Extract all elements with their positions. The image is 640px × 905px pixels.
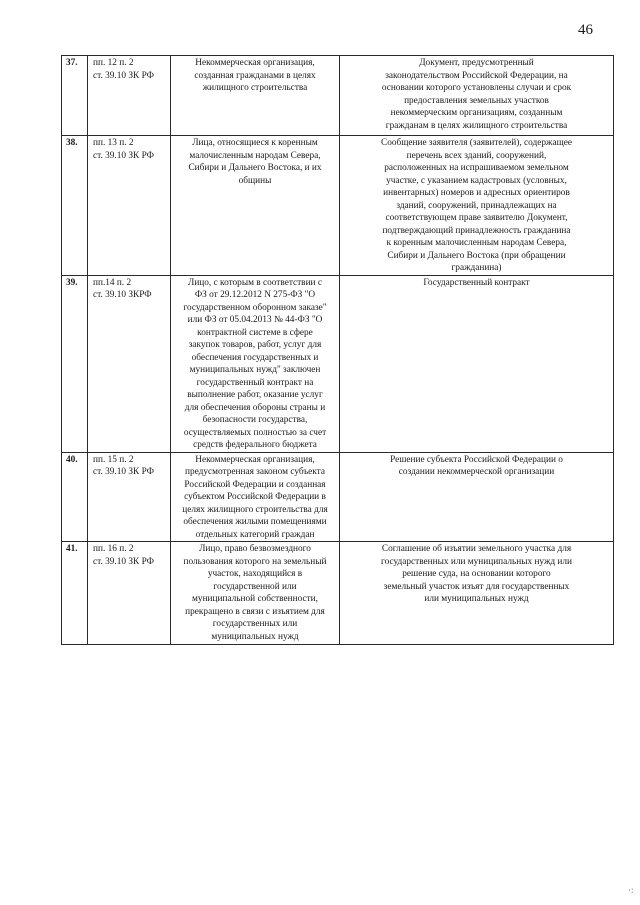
document-line: перечень всех зданий, сооружений, — [406, 150, 547, 161]
document-line: расположенных на испрашиваемом земельном — [384, 163, 569, 173]
applicant-line: закупок товаров, работ, услуг для — [188, 340, 322, 350]
legal-reference-cell — [88, 452, 171, 542]
legal-reference-cell — [88, 275, 171, 452]
table-row — [62, 56, 614, 136]
applicant-line: средств федерального бюджета — [193, 440, 317, 450]
applicant-line: государственных или — [212, 619, 298, 629]
applicant-line: участок, находящийся в — [207, 569, 303, 579]
applicant-line: обеспечения жилыми помещениями — [183, 517, 327, 527]
applicant-line: отдельных категорий граждан — [195, 529, 315, 540]
document-line: подтверждающий принадлежность гражданина — [382, 225, 571, 236]
row-number-cell: 41. — [62, 542, 88, 645]
applicant-cell — [171, 542, 340, 645]
applicant-line: безопасности государства, — [202, 415, 308, 425]
row-number-cell: 40. — [62, 452, 88, 542]
legal-reference-cell — [88, 56, 171, 136]
land-grounds-table — [61, 55, 614, 645]
document-line: участке, с указанием кадастровых (условных, — [386, 175, 567, 186]
document-cell — [340, 56, 614, 136]
document-line: Сибири и Дальнего Востока (при обращении — [387, 250, 566, 261]
document-line: земельный участок изъят для государственных — [383, 581, 570, 592]
legal-reference-cell — [88, 136, 171, 276]
document-line: Документ, предусмотренный — [419, 58, 534, 68]
scan-mark: ·: — [628, 885, 634, 895]
legal-reference-line: пп.14 п. 2 — [93, 277, 132, 288]
document-cell — [340, 275, 614, 452]
applicant-line: прекращено в связи с изъятием для — [185, 606, 325, 617]
row-number-cell: 37. — [62, 56, 88, 136]
document-line: решение суда, на основании которого — [402, 569, 551, 579]
legal-reference-line: ст. 39.10 ЗК РФ — [93, 556, 154, 567]
row-number-cell: 39. — [62, 275, 88, 452]
document-cell — [340, 542, 614, 645]
applicant-cell — [171, 275, 340, 452]
applicant-line: муниципальных нужд — [211, 631, 299, 642]
document-line: предоставления земельных участков — [404, 95, 549, 106]
page-number: 46 — [578, 22, 593, 38]
applicant-cell — [171, 56, 340, 136]
document-line: зданий, сооружений, принадлежащих на — [396, 200, 557, 211]
document-line: Решение субъекта Российской Федерации о — [390, 454, 563, 465]
applicant-line: обеспечения государственных и — [191, 352, 319, 363]
row-number-cell: 38. — [62, 136, 88, 276]
document-line: государственных или муниципальных нужд или — [380, 556, 573, 567]
document-line: соответствующем праве заявителю Документ, — [385, 213, 568, 223]
applicant-line: государственный контракт на — [196, 377, 314, 388]
applicant-line: или ФЗ от 05.04.2013 № 44-ФЗ "О — [187, 315, 323, 325]
legal-reference-line: ст. 39.10 ЗК РФ — [93, 467, 154, 477]
table-row — [62, 452, 614, 542]
legal-reference-line: пп. 13 п. 2 — [93, 138, 134, 148]
document-line: некоммерческим организациям, созданным — [390, 108, 563, 118]
table-row — [62, 136, 614, 276]
applicant-cell — [171, 452, 340, 542]
applicant-line: государственной или — [213, 581, 297, 592]
applicant-line: жилищного строительства — [202, 83, 308, 93]
document-line: инвентарных) номеров и адресных ориентиров — [383, 188, 570, 198]
applicant-line: субъектом Российской Федерации в — [184, 492, 326, 502]
document-line: гражданам в целях жилищного строительства — [385, 120, 568, 131]
applicant-line: Сибири и Дальнего Востока, и их — [188, 163, 322, 173]
document-line: Соглашение об изъятии земельного участка для — [381, 544, 572, 554]
applicant-line: предусмотренная законом субъекта — [185, 467, 325, 477]
table-row — [62, 275, 614, 452]
document-line: или муниципальных нужд — [424, 594, 529, 604]
applicant-line: контрактной системе в сфере — [197, 327, 313, 338]
applicant-line: выполнение работ, оказание услуг — [187, 390, 323, 400]
legal-reference-line: ст. 39.10 ЗКРФ — [93, 290, 152, 300]
applicant-line: Лица, относящиеся к коренным — [192, 138, 318, 148]
applicant-line: ФЗ от 29.12.2012 N 275-ФЗ "О — [194, 290, 316, 300]
document-cell — [340, 136, 614, 276]
applicant-line: Некоммерческая организация, — [195, 454, 315, 465]
legal-reference-line: ст. 39.10 ЗК РФ — [93, 70, 154, 81]
legal-reference-line: пп. 15 п. 2 — [93, 454, 134, 465]
document-line: Сообщение заявителя (заявителей), содержащее — [381, 138, 572, 148]
applicant-line: муниципальной собственности, — [192, 594, 318, 604]
applicant-line: созданная гражданами в целях — [194, 70, 316, 81]
document-line: законодательством Российской Федерации, на — [385, 70, 568, 81]
applicant-line: Лицо, с которым в соответствии с — [188, 277, 322, 288]
applicant-line: муниципальных нужд" заключен — [189, 365, 321, 375]
document-line: основании которого установлены случаи и срок — [381, 83, 572, 93]
applicant-line: государственном оборонном заказе" — [183, 302, 327, 313]
applicant-line: для обеспечения обороны страны и — [184, 402, 326, 413]
applicant-line: целях жилищного строительства для — [182, 504, 328, 515]
applicant-line: пользования которого на земельный — [183, 556, 327, 567]
legal-reference-cell — [88, 542, 171, 645]
legal-reference-line: ст. 39.10 ЗК РФ — [93, 150, 154, 161]
table-row — [62, 542, 614, 645]
document-line: Государственный контракт — [423, 277, 530, 288]
document-cell — [340, 452, 614, 542]
legal-reference-line: пп. 16 п. 2 — [93, 544, 134, 554]
applicant-line: малочисленным народам Севера, — [189, 150, 321, 161]
applicant-line: общины — [238, 175, 272, 186]
applicant-line: Некоммерческая организация, — [195, 58, 315, 68]
document-line: гражданина) — [451, 263, 502, 273]
applicant-line: Лицо, право безвозмездного — [199, 544, 311, 554]
applicant-line: осуществляемых полностью за счет — [183, 427, 327, 438]
applicant-cell — [171, 136, 340, 276]
legal-reference-line: пп. 12 п. 2 — [93, 58, 134, 68]
applicant-line: Российской Федерации и созданная — [184, 479, 326, 490]
document-line: к коренным малочисленным народам Севера, — [386, 238, 567, 248]
document-line: создании некоммерческой организации — [398, 467, 555, 477]
table-body — [62, 56, 614, 645]
